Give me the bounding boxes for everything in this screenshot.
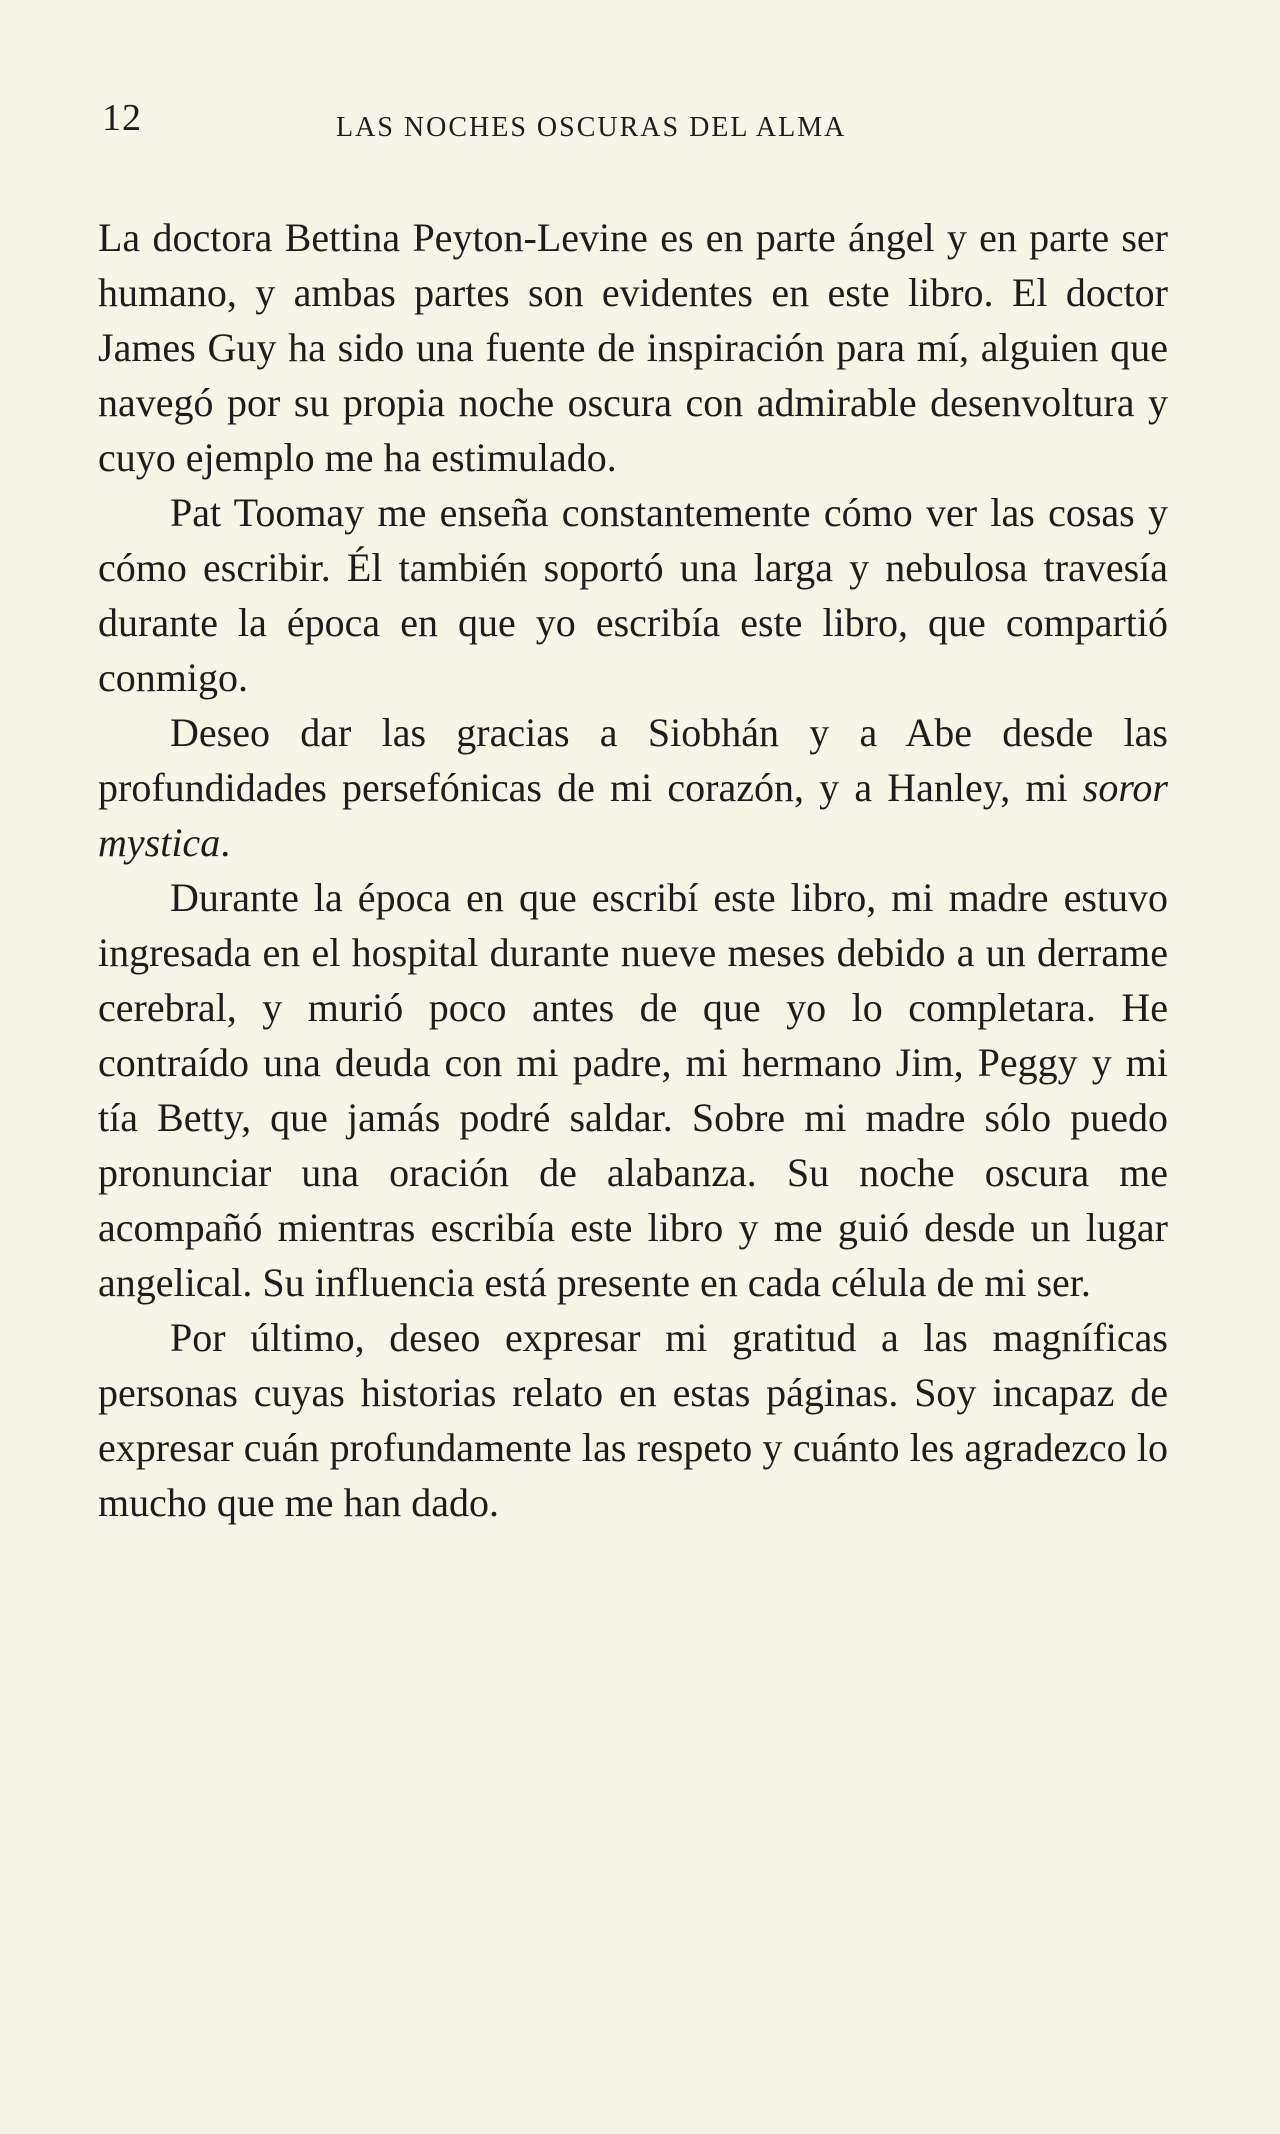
paragraph-acknowledgement-mother: Durante la época en que escribí este libro, mi madre estuvo ingresada en el hospital durante nueve meses debido a un derrame cerebral, y murió poco antes de que yo lo completara. He contraído una deuda con mi padre, mi hermano Jim, Peggy y mi tía Betty, que jamás podré saldar. Sobre mi madre sólo puedo pronunciar una oración de alabanza. Su noche oscura me acompañó mientras escribía este libro y me guió desde un lugar angelical. Su influencia está presente en cada célula de mi ser. bbox=[98, 875, 1168, 1305]
book-title: LAS NOCHES OSCURAS DEL ALMA bbox=[336, 112, 847, 143]
paragraph-acknowledgement-pat: Pat Toomay me enseña constantemente cómo ver las cosas y cómo escribir. Él también soportó una larga y nebulosa travesía durante la época en que yo escribía este libro, que compartió conmigo. bbox=[98, 490, 1168, 700]
paragraph-acknowledgement-doctors: La doctora Bettina Peyton-Levine es en parte ángel y en parte ser humano, y ambas partes son evidentes en este libro. El doctor James Guy ha sido una fuente de inspiración para mí, alguien que navegó por su propia noche oscura con admirable desenvoltura y cuyo ejemplo me ha estimulado. bbox=[98, 215, 1168, 480]
page-number: 12 bbox=[102, 97, 142, 139]
running-head bbox=[98, 96, 1168, 156]
paragraph-text: Deseo dar las gracias a Siobhán y a Abe desde las profundidades persefónicas de mi corazón, y a Hanley, mi bbox=[98, 710, 1168, 810]
paragraph-punctuation: . bbox=[220, 820, 231, 865]
paragraph-acknowledgement-siobhan bbox=[98, 705, 1168, 870]
italic-phrase: soror mystica bbox=[98, 765, 1168, 865]
body-text bbox=[98, 210, 1168, 1530]
paragraph-acknowledgement-people: Por último, deseo expresar mi gratitud a las magníficas personas cuyas historias relato en estas páginas. Soy incapaz de expresar cuán profundamente las respeto y cuánto les agradezco lo mucho que me han dado. bbox=[98, 1315, 1168, 1525]
